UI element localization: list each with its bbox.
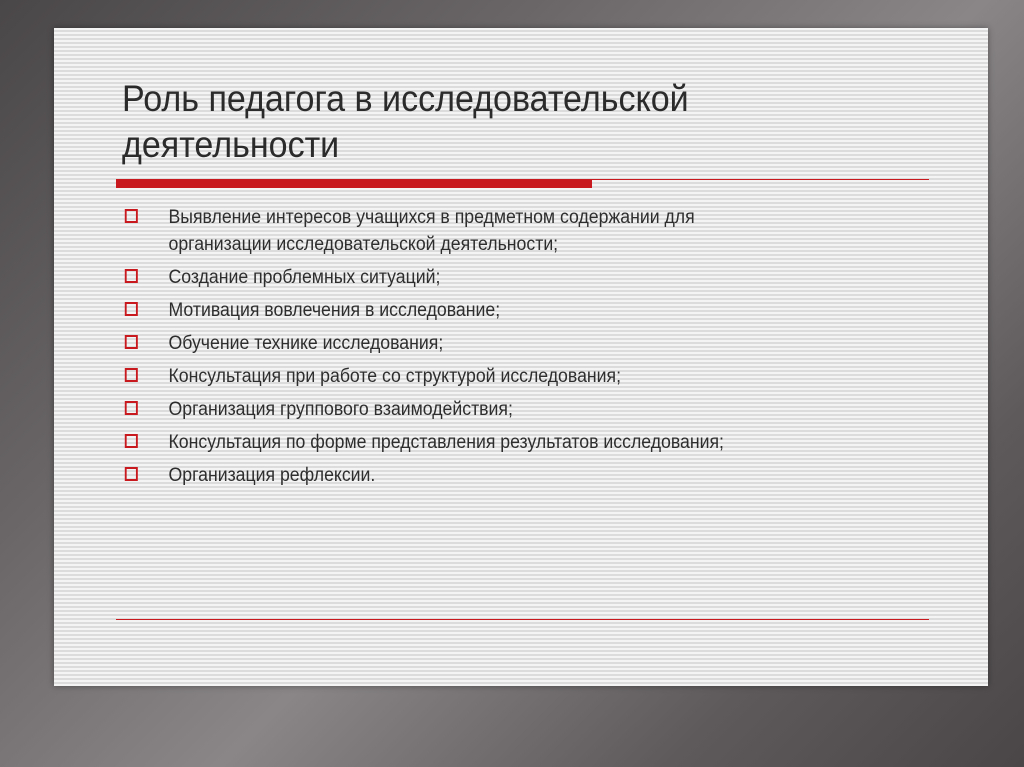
- list-item-text: Консультация при работе со структурой исследования;: [168, 366, 622, 387]
- hollow-square-bullet-icon: [125, 467, 138, 481]
- hollow-square-bullet-icon: [125, 269, 138, 283]
- bullet-list: [122, 204, 882, 495]
- list-item-text-continued: организации исследовательской деятельности;: [168, 234, 559, 255]
- slide: [54, 28, 988, 686]
- list-item: [122, 363, 829, 390]
- list-item: [122, 330, 829, 357]
- slide-title-line1: Роль педагога в исследовательской: [122, 78, 689, 119]
- title-accent-line: [592, 179, 929, 180]
- list-item-text: Мотивация вовлечения в исследование;: [168, 300, 501, 321]
- title-accent-bar: [116, 179, 592, 188]
- hollow-square-bullet-icon: [125, 302, 138, 316]
- hollow-square-bullet-icon: [125, 209, 138, 223]
- list-item: [122, 264, 829, 291]
- list-item: [122, 297, 829, 324]
- hollow-square-bullet-icon: [125, 335, 138, 349]
- list-item: [122, 396, 829, 423]
- list-item-text: Организация рефлексии.: [168, 465, 376, 486]
- list-item-text: Выявление интересов учащихся в предметном содержании для: [168, 207, 695, 228]
- hollow-square-bullet-icon: [125, 368, 138, 382]
- slide-title: [122, 76, 858, 168]
- footer-divider: [116, 619, 929, 620]
- list-item: [122, 462, 829, 489]
- hollow-square-bullet-icon: [125, 401, 138, 415]
- list-item: [122, 429, 829, 456]
- list-item-text: Обучение технике исследования;: [168, 333, 444, 354]
- slide-title-line2: деятельности: [122, 124, 340, 165]
- list-item: [122, 204, 829, 258]
- list-item-text: Организация группового взаимодействия;: [168, 399, 513, 420]
- list-item-text: Создание проблемных ситуаций;: [168, 267, 441, 288]
- hollow-square-bullet-icon: [125, 434, 138, 448]
- list-item-text: Консультация по форме представления результатов исследования;: [168, 432, 724, 453]
